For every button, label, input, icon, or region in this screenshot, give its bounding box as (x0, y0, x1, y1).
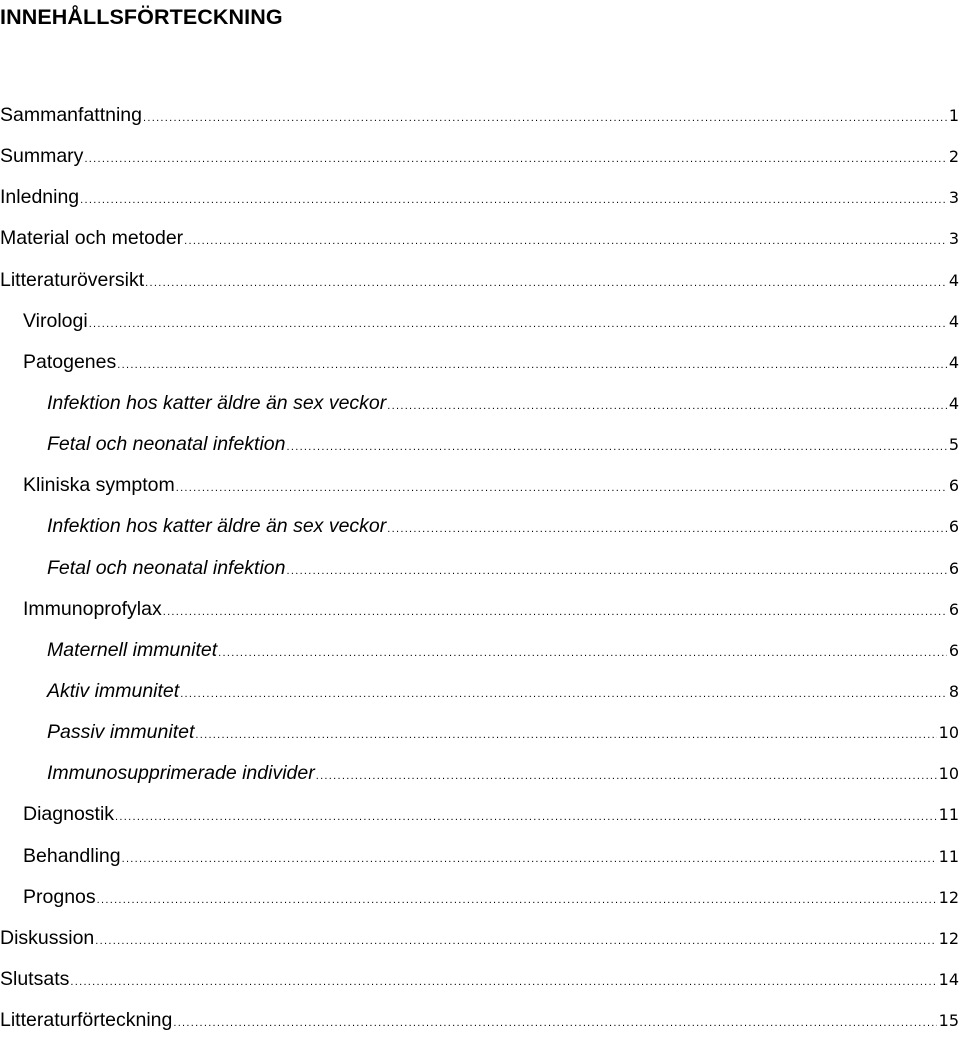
toc-entry-infektion-aldre-kliniska[interactable] (0, 510, 960, 551)
toc-entry-page-number: 4 (948, 352, 959, 372)
dot-leader (80, 184, 947, 216)
toc-entry-page-number: 4 (948, 311, 959, 331)
toc-entry-label: Behandling (23, 844, 121, 867)
toc-entry-label: Fetal och neonatal infektion (47, 556, 286, 579)
toc-entry-summary[interactable] (0, 140, 960, 181)
toc-entry-diskussion[interactable] (0, 922, 960, 963)
toc-entry-page-number: 6 (948, 558, 959, 578)
toc-entry-label: Immunosupprimerade individer (47, 762, 315, 785)
toc-entry-label: Litteraturöversikt (0, 268, 145, 291)
dot-leader (122, 843, 937, 875)
dot-leader (316, 760, 937, 792)
toc-entry-virologi[interactable] (0, 305, 960, 346)
toc-entry-page-number: 4 (948, 270, 959, 290)
toc-entry-label: Sammanfattning (0, 104, 142, 126)
toc-entry-page-number: 1 (948, 106, 959, 125)
toc-entry-immunoprofylax[interactable] (0, 593, 960, 634)
dot-leader (89, 308, 947, 340)
dot-leader (163, 596, 947, 628)
toc-entry-page-number: 8 (948, 681, 959, 701)
dot-leader (95, 925, 936, 957)
dot-leader (70, 966, 936, 998)
toc-entry-label: Summary (0, 145, 84, 168)
toc-entry-page-number: 2 (948, 147, 959, 167)
toc-entry-label: Diagnostik (23, 803, 115, 826)
toc-entry-label: Kliniska symptom (23, 474, 175, 497)
toc-entry-page-number: 12 (938, 928, 959, 948)
toc-entry-kliniska-symptom[interactable] (0, 469, 960, 510)
toc-entry-prognos[interactable] (0, 881, 960, 922)
toc-entry-label: Litteraturförteckning (0, 1009, 173, 1032)
toc-entry-label: Slutsats (0, 967, 70, 990)
toc-entry-page-number: 6 (948, 640, 959, 660)
toc-entry-page-number: 10 (938, 764, 959, 784)
toc-entry-litteraturforteckning[interactable] (0, 1004, 960, 1045)
toc-entry-page-number: 14 (938, 969, 959, 989)
dot-leader (184, 225, 947, 257)
dot-leader (218, 637, 947, 669)
dot-leader (176, 472, 947, 504)
toc-entry-page-number: 6 (948, 517, 959, 537)
toc-entry-sammanfattning[interactable] (0, 99, 960, 140)
toc-entry-label: Material och metoder (0, 227, 184, 250)
toc-entry-page-number: 12 (938, 887, 959, 907)
table-of-contents (0, 99, 960, 1045)
toc-entry-page-number: 3 (948, 229, 959, 249)
toc-entry-fetal-neonatal-patogenes[interactable] (0, 428, 960, 469)
toc-entry-maternell-immunitet[interactable] (0, 634, 960, 675)
toc-entry-label: Maternell immunitet (47, 638, 218, 661)
toc-entry-label: Inledning (0, 186, 80, 209)
toc-entry-label: Virologi (23, 309, 88, 332)
toc-entry-infektion-aldre-patogenes[interactable] (0, 387, 960, 428)
dot-leader (180, 678, 947, 710)
dot-leader (97, 884, 937, 916)
toc-entry-behandling[interactable] (0, 840, 960, 881)
toc-entry-label: Immunoprofylax (23, 597, 162, 620)
toc-entry-label: Patogenes (23, 350, 117, 373)
toc-entry-label: Fetal och neonatal infektion (47, 433, 286, 456)
dot-leader (287, 431, 947, 463)
dot-leader (387, 390, 947, 422)
toc-entry-material-och-metoder[interactable] (0, 222, 960, 263)
toc-entry-page-number: 3 (948, 188, 959, 208)
toc-entry-diagnostik[interactable] (0, 798, 960, 839)
dot-leader (84, 143, 946, 175)
toc-entry-passiv-immunitet[interactable] (0, 716, 960, 757)
dot-leader (115, 801, 937, 833)
toc-entry-litteraturoversikt[interactable] (0, 264, 960, 305)
toc-entry-label: Aktiv immunitet (47, 679, 180, 702)
toc-entry-page-number: 6 (948, 476, 959, 496)
dot-leader (143, 102, 947, 134)
dot-leader (387, 513, 947, 545)
document-title: INNEHÅLLSFÖRTECKNING (0, 5, 283, 29)
toc-entry-label: Passiv immunitet (47, 721, 195, 744)
toc-entry-label: Diskussion (0, 926, 95, 949)
dot-leader (195, 719, 936, 751)
toc-entry-page-number: 5 (948, 435, 959, 455)
toc-entry-page-number: 15 (938, 1011, 959, 1031)
toc-entry-patogenes[interactable] (0, 346, 960, 387)
toc-entry-fetal-neonatal-kliniska[interactable] (0, 552, 960, 593)
toc-entry-page-number: 11 (938, 805, 959, 825)
toc-entry-slutsats[interactable] (0, 963, 960, 1004)
toc-entry-inledning[interactable] (0, 181, 960, 222)
toc-entry-page-number: 4 (948, 393, 959, 413)
toc-entry-aktiv-immunitet[interactable] (0, 675, 960, 716)
toc-entry-label: Infektion hos katter äldre än sex veckor (47, 515, 387, 538)
dot-leader (173, 1007, 936, 1039)
toc-entry-label: Infektion hos katter äldre än sex veckor (47, 391, 387, 414)
toc-entry-page-number: 6 (948, 599, 959, 619)
dot-leader (117, 349, 947, 381)
toc-entry-page-number: 10 (938, 723, 959, 743)
toc-entry-page-number: 11 (938, 846, 959, 866)
toc-entry-immunosupprimerade-individer[interactable] (0, 757, 960, 798)
dot-leader (145, 267, 947, 299)
dot-leader (287, 555, 947, 587)
toc-entry-label: Prognos (23, 885, 96, 908)
